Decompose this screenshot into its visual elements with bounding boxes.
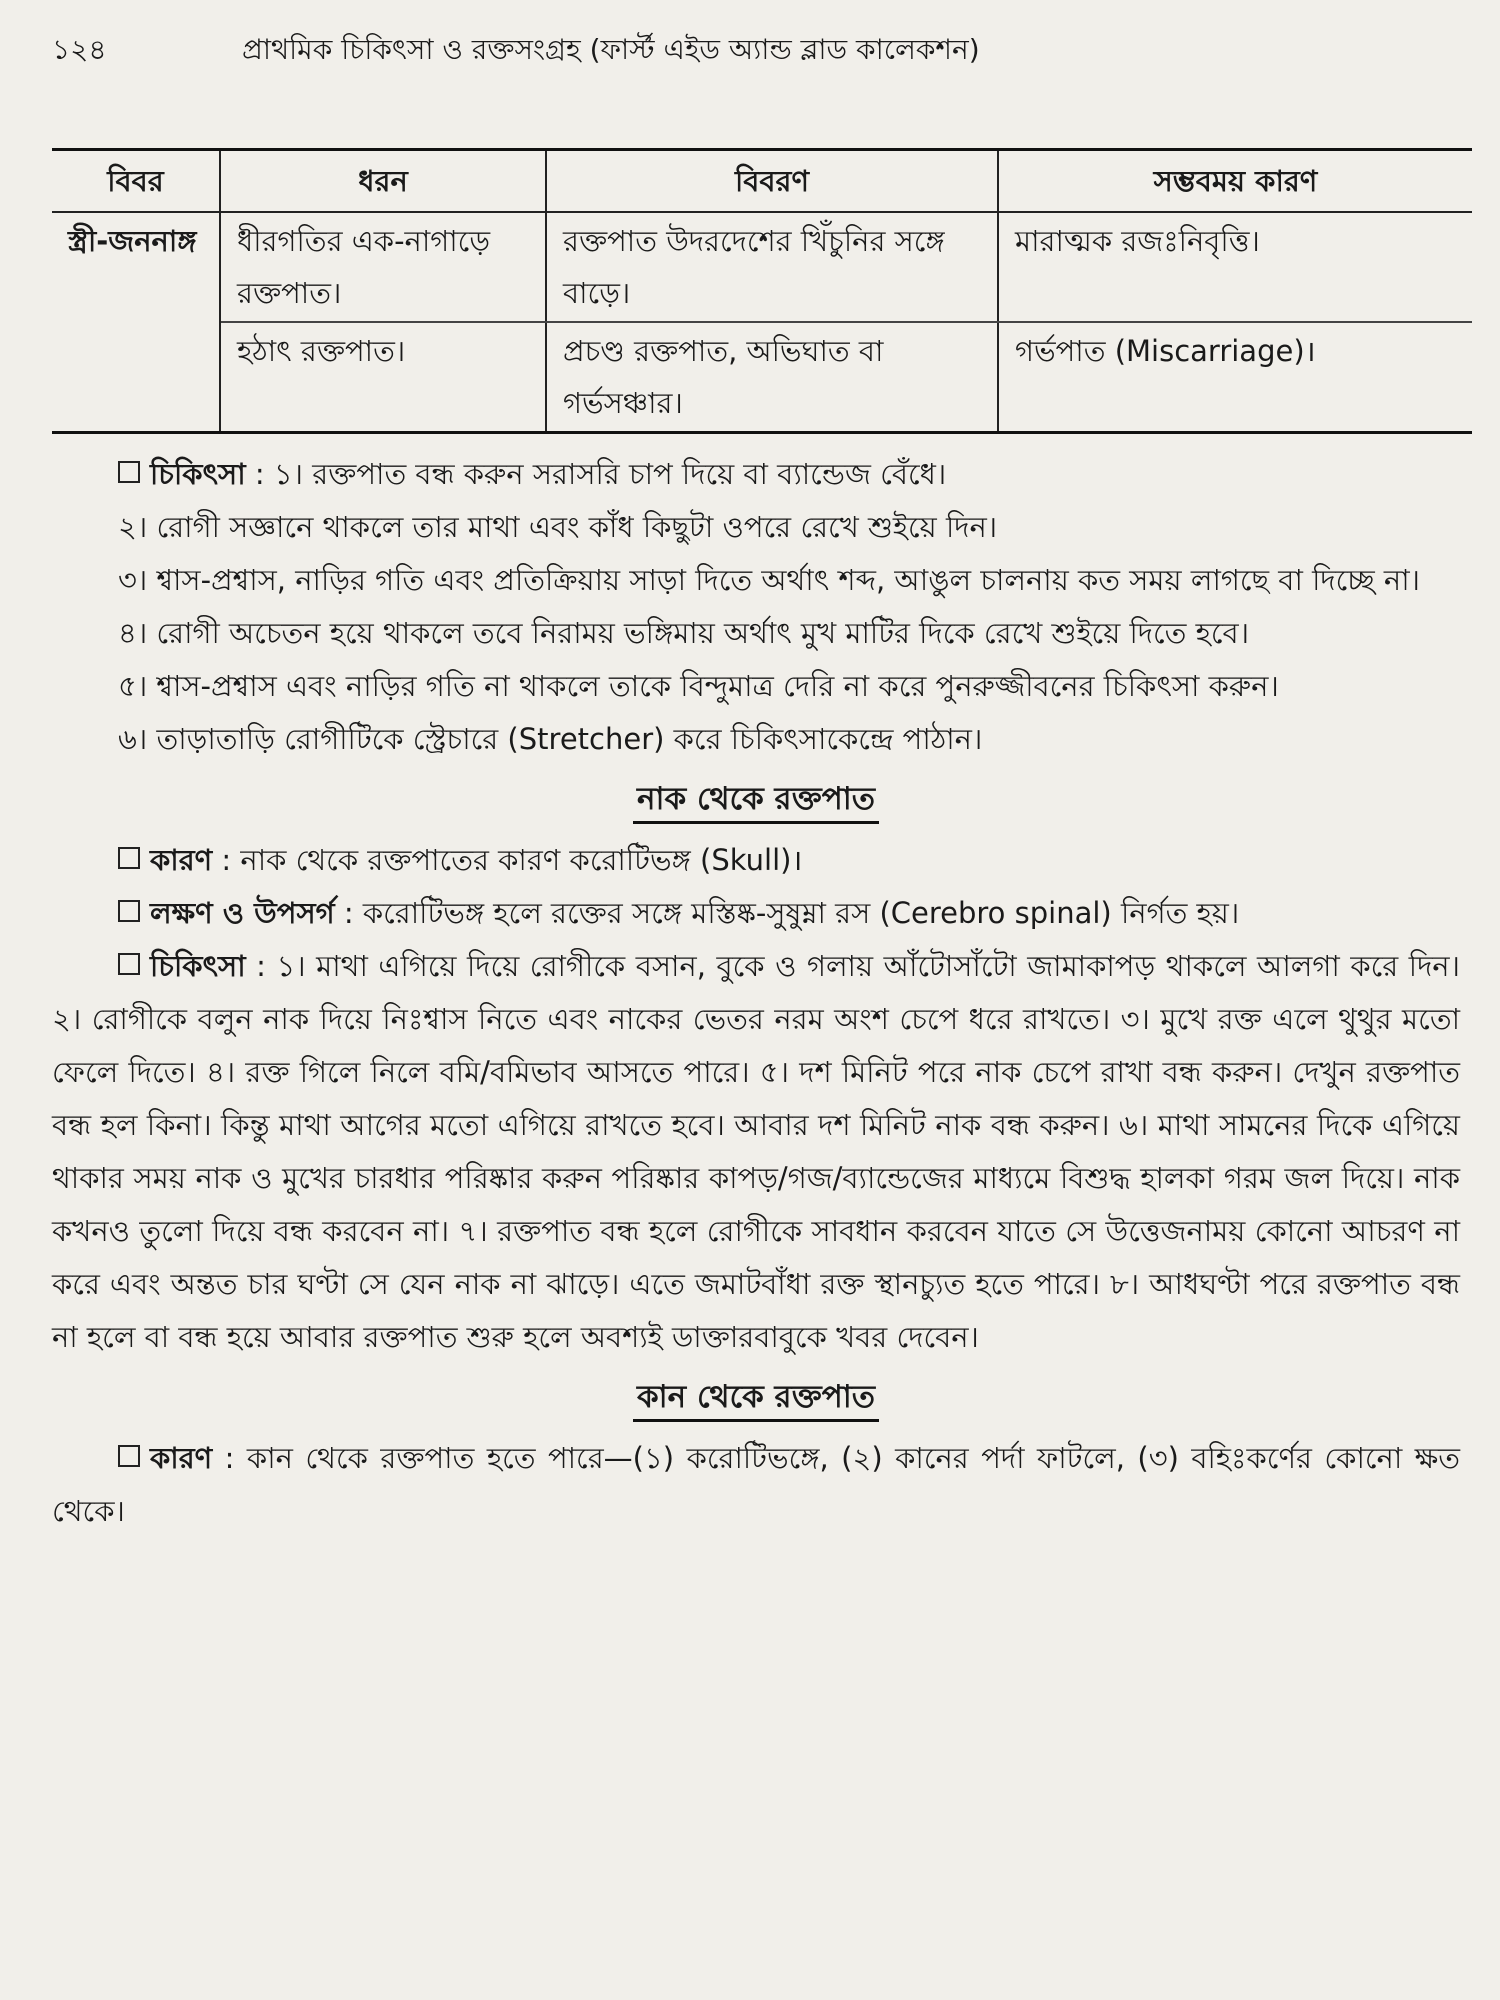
treatment-item: ২। রোগী সজ্ঞানে থাকলে তার মাথা এবং কাঁধ কিছুটা ওপরে রেখে শুইয়ে দিন। xyxy=(118,510,998,544)
table-cell-cause: মারাত্মক রজঃনিবৃত্তি। xyxy=(998,212,1472,322)
cause-label: কারণ xyxy=(150,843,213,877)
table-cell-type: ধীরগতির এক-নাগাড়ে রক্তপাত। xyxy=(220,212,546,322)
symptom-text: করোটিভঙ্গ হলে রক্তের সঙ্গে মস্তিষ্ক-সুষুম্না রস (Cerebro spinal) নির্গত হয়। xyxy=(362,896,1240,930)
page-content xyxy=(52,448,1460,1538)
table-header-description: বিবরণ xyxy=(546,150,998,213)
treatment-label: চিকিৎসা xyxy=(150,457,246,491)
treatment-item-text: ১। রক্তপাত বন্ধ করুন সরাসরি চাপ দিয়ে বা ব্যান্ডেজ বেঁধে। xyxy=(273,457,947,491)
treatment-item: ৫। শ্বাস-প্রশ্বাস এবং নাড়ির গতি না থাকলে তাকে বিন্দুমাত্র দেরি না করে পুনরুজ্জীবনের চিকিৎসা করুন। xyxy=(118,669,1279,703)
symptom-label: লক্ষণ ও উপসর্গ xyxy=(150,896,335,930)
table-cell-description: রক্তপাত উদরদেশের খিঁচুনির সঙ্গে বাড়ে। xyxy=(546,212,998,322)
section-heading-text: নাক থেকে রক্তপাত xyxy=(633,781,879,824)
square-bullet-icon xyxy=(118,953,140,975)
ear-cause: কারণ : কান থেকে রক্তপাত হতে পারে—(১) করোটিভঙ্গে, (২) কানের পর্দা ফাটলে, (৩) বহিঃকর্ণের কোনো ক্ষত থেকে। xyxy=(52,1441,1460,1528)
table-row xyxy=(52,322,1472,433)
table-row xyxy=(52,212,1472,322)
page-header xyxy=(52,28,1460,86)
section-heading-text: কান থেকে রক্তপাত xyxy=(633,1379,879,1422)
treatment-item: ৪। রোগী অচেতন হয়ে থাকলে তবে নিরাময় ভঙ্গিমায় অর্থাৎ মুখ মাটির দিকে রেখে শুইয়ে দিতে হবে। xyxy=(118,616,1250,650)
table-cell-type: হঠাৎ রক্তপাত। xyxy=(220,322,546,433)
treatment-text: ১। মাথা এগিয়ে দিয়ে রোগীকে বসান, বুকে ও গলায় আঁটোসাঁটো জামাকাপড় থাকলে আলগা করে দিন। ২। রোগীকে বলুন নাক দিয়ে নিঃশ্বাস নিতে এবং নাকের ভেতর নরম অংশ চেপে ধরে রাখতে। ৩। মুখে রক্ত এলে থুথুর মতো ফেলে দিতে। ৪। রক্ত গিলে নিলে বমি/বমিভাব আসতে পারে। ৫। দশ মিনিট পরে নাক চেপে রাখা বন্ধ করুন। দেখুন রক্তপাত বন্ধ হল কিনা। কিন্তু মাথা আগের মতো এগিয়ে রাখতে হবে। আবার দশ মিনিট নাক বন্ধ করুন। ৬। মাথা সামনের দিকে এগিয়ে থাকার সময় নাক ও মুখের চারধার পরিষ্কার করুন পরিষ্কার কাপড়/গজ/ব্যান্ডেজের মাধ্যমে বিশুদ্ধ হালকা গরম জল দিয়ে। নাক কখনও তুলো দিয়ে বন্ধ করবেন না। ৭। রক্তপাত বন্ধ হলে রোগীকে সাবধান করবেন যাতে সে উত্তেজনাময় কোনো আচরণ না করে এবং অন্তত চার ঘণ্টা সে যেন নাক না ঝাড়ে। এতে জমাটবাঁধা রক্ত স্থানচ্যুত হতে পারে। ৮। আধঘণ্টা পরে রক্তপাত বন্ধ না হলে বা বন্ধ হয়ে আবার রক্তপাত শুরু হলে অবশ্যই ডাক্তারবাবুকে খবর দেবেন। xyxy=(52,949,1460,1354)
square-bullet-icon xyxy=(118,1445,140,1467)
square-bullet-icon xyxy=(118,847,140,869)
table-header-row xyxy=(52,150,1472,213)
page-number: ১২৪ xyxy=(52,33,107,66)
cause-text: কান থেকে রক্তপাত হতে পারে—(১) করোটিভঙ্গে, (২) কানের পর্দা ফাটলে, (৩) বহিঃকর্ণের কোনো ক্ষত থেকে। xyxy=(52,1441,1460,1528)
table-header-type: ধরন xyxy=(220,150,546,213)
table-cell-description: প্রচণ্ড রক্তপাত, অভিঘাত বা গর্ভসঞ্চার। xyxy=(546,322,998,433)
table-header-organ: বিবর xyxy=(52,150,220,213)
square-bullet-icon xyxy=(118,900,140,922)
table-header-cause: সম্ভবময় কারণ xyxy=(998,150,1472,213)
bleeding-types-table xyxy=(52,148,1472,434)
nose-symptoms: লক্ষণ ও উপসর্গ : করোটিভঙ্গ হলে রক্তের সঙ্গে মস্তিষ্ক-সুষুম্না রস (Cerebro spinal) নির্গত হয়। xyxy=(52,887,1460,940)
table-cell-cause: গর্ভপাত (Miscarriage)। xyxy=(998,322,1472,433)
nose-cause: কারণ : নাক থেকে রক্তপাতের কারণ করোটিভঙ্গ (Skull)। xyxy=(52,834,1460,887)
square-bullet-icon xyxy=(118,461,140,483)
table-cell-organ: স্ত্রী-জননাঙ্গ xyxy=(52,212,220,433)
cause-label: কারণ xyxy=(150,1441,213,1475)
section-heading-ear xyxy=(52,1372,1460,1422)
running-title: প্রাথমিক চিকিৎসা ও রক্তসংগ্রহ (ফার্স্ট এইড অ্যান্ড ব্লাড কালেকশন) xyxy=(242,33,980,66)
cause-text: নাক থেকে রক্তপাতের কারণ করোটিভঙ্গ (Skull)। xyxy=(240,843,803,877)
section-heading-nose xyxy=(52,774,1460,824)
treatment-item: ৩। শ্বাস-প্রশ্বাস, নাড়ির গতি এবং প্রতিক্রিয়ায় সাড়া দিতে অর্থাৎ শব্দ, আঙুল চালনায় কত সময় লাগছে বা দিচ্ছে না। xyxy=(118,563,1421,597)
treatment-label: চিকিৎসা xyxy=(150,949,246,983)
treatment-item: চিকিৎসা : ১। রক্তপাত বন্ধ করুন সরাসরি চাপ দিয়ে বা ব্যান্ডেজ বেঁধে। xyxy=(52,448,1460,501)
treatment-item: ৬। তাড়াতাড়ি রোগীটিকে স্ট্রেচারে (Stretcher) করে চিকিৎসাকেন্দ্রে পাঠান। xyxy=(118,722,983,756)
nose-treatment: চিকিৎসা : ১। মাথা এগিয়ে দিয়ে রোগীকে বসান, বুকে ও গলায় আঁটোসাঁটো জামাকাপড় থাকলে আলগা করে দিন। ২। রোগীকে বলুন নাক দিয়ে নিঃশ্বাস নিতে এবং নাকের ভেতর নরম অংশ চেপে ধরে রাখতে। ৩। মুখে রক্ত এলে থুথুর মতো ফেলে দিতে। ৪। রক্ত গিলে নিলে বমি/বমিভাব আসতে পারে। ৫। দশ মিনিট পরে নাক চেপে রাখা বন্ধ করুন। দেখুন রক্তপাত বন্ধ হল কিনা। কিন্তু মাথা আগের মতো এগিয়ে রাখতে হবে। আবার দশ মিনিট নাক বন্ধ করুন। ৬। মাথা সামনের দিকে এগিয়ে থাকার সময় নাক ও মুখের চারধার পরিষ্কার করুন পরিষ্কার কাপড়/গজ/ব্যান্ডেজের মাধ্যমে বিশুদ্ধ হালকা গরম জল দিয়ে। নাক কখনও তুলো দিয়ে বন্ধ করবেন না। ৭। রক্তপাত বন্ধ হলে রোগীকে সাবধান করবেন যাতে সে উত্তেজনাময় কোনো আচরণ না করে এবং অন্তত চার ঘণ্টা সে যেন নাক না ঝাড়ে। এতে জমাটবাঁধা রক্ত স্থানচ্যুত হতে পারে। ৮। আধঘণ্টা পরে রক্তপাত বন্ধ না হলে বা বন্ধ হয়ে আবার রক্তপাত শুরু হলে অবশ্যই ডাক্তারবাবুকে খবর দেবেন। xyxy=(52,949,1460,1354)
